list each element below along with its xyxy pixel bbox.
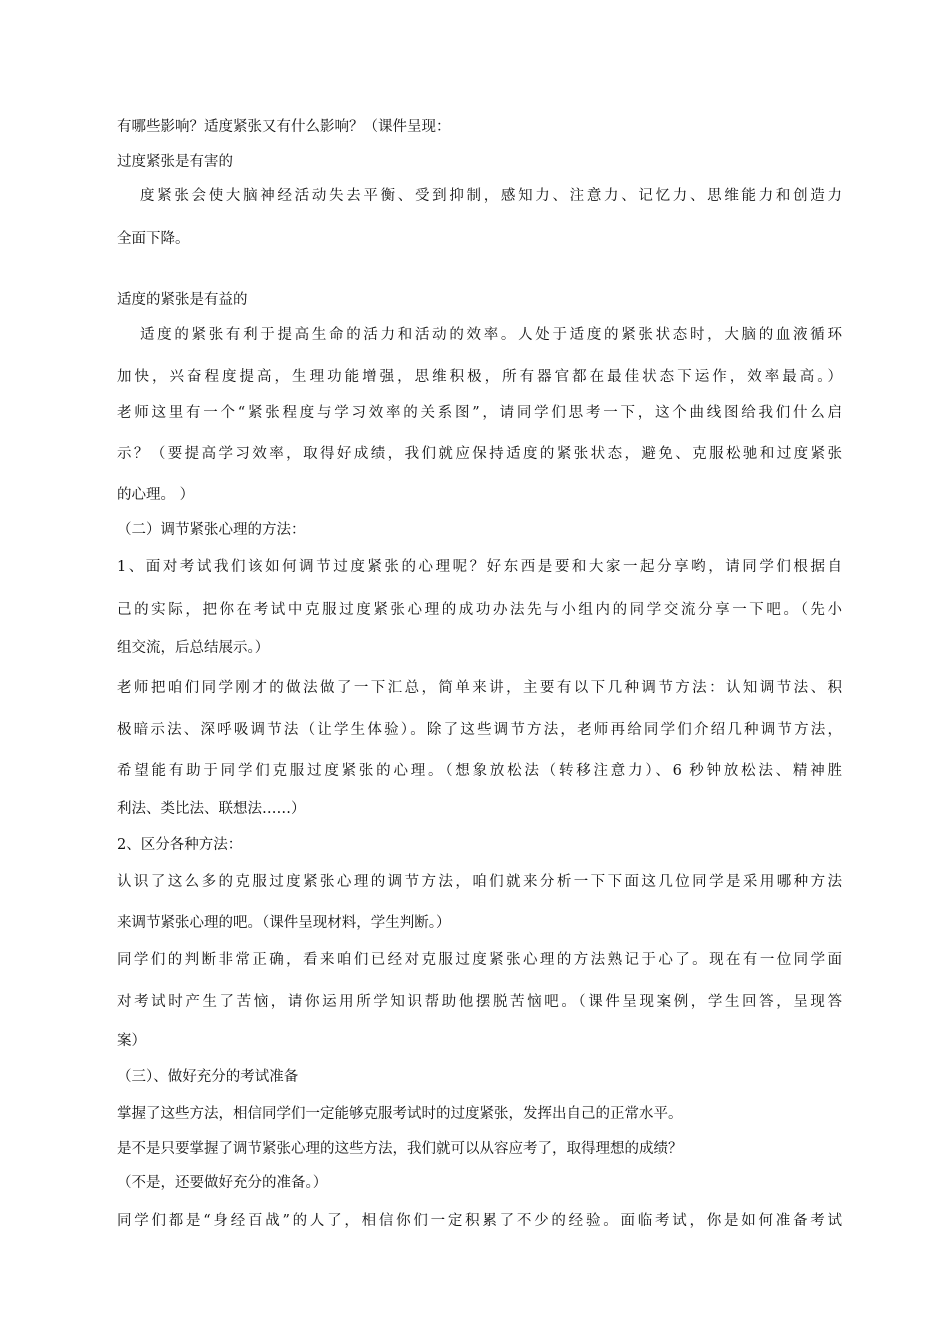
text-line: 老师这里有一个“紧张程度与学习效率的关系图”，请同学们思考一下，这个曲线图给我们什么启 (117, 405, 842, 421)
text-line: 利法、类比法、联想法……） (117, 801, 306, 817)
text-line: 适度的紧张有利于提高生命的活力和活动的效率。人处于适度的紧张状态时，大脑的血液循环 (140, 327, 842, 343)
text-line: 加快，兴奋程度提高，生理功能增强，思维积极，所有器官都在最佳状态下运作，效率最高。） (117, 369, 842, 385)
text-line: 组交流，后总结展示。） (117, 640, 270, 656)
text-line: 的心理。 ） (117, 487, 195, 503)
section-heading: 2、区分各种方法： (117, 837, 243, 853)
text-line: 案） (117, 1033, 146, 1049)
text-line: 掌握了这些方法，相信同学们一定能够克服考试时的过度紧张，发挥出自己的正常水平。 (117, 1106, 683, 1122)
section-heading: 过度紧张是有害的 (117, 154, 233, 170)
text-line: 有哪些影响？适度紧张又有什么影响？（课件呈现： (117, 119, 451, 135)
text-line: 老师把咱们同学刚才的做法做了一下汇总，简单来讲，主要有以下几种调节方法：认知调节法、积 (117, 680, 842, 696)
text-line: 来调节紧张心理的吧。（课件呈现材料，学生判断。） (117, 915, 451, 931)
text-line: 己的实际，把你在考试中克服过度紧张心理的成功办法先与小组内的同学交流分享一下吧。（先小 (117, 602, 842, 618)
text-line: 对考试时产生了苦恼，请你运用所学知识帮助他摆脱苦恼吧。（课件呈现案例，学生回答，呈现答 (117, 994, 842, 1010)
section-heading: （三）、做好充分的考试准备 (117, 1069, 299, 1085)
text-line: 1、面对考试我们该如何调节过度紧张的心理呢？好东西是要和大家一起分享哟，请同学们根据自 (117, 559, 842, 575)
text-line: 度紧张会使大脑神经活动失去平衡、受到抑制，感知力、注意力、记忆力、思维能力和创造力 (140, 188, 842, 204)
text-line: 同学们都是“身经百战”的人了，相信你们一定积累了不少的经验。面临考试，你是如何准备考试 (117, 1213, 842, 1229)
text-line: 全面下降。 (117, 231, 190, 247)
text-line: 同学们的判断非常正确，看来咱们已经对克服过度紧张心理的方法熟记于心了。现在有一位同学面 (117, 952, 842, 968)
text-line: （不是，还要做好充分的准备。） (117, 1175, 328, 1191)
text-line: 认识了这么多的克服过度紧张心理的调节方法，咱们就来分析一下下面这几位同学是采用哪种方法 (117, 874, 842, 890)
text-line: 希望能有助于同学们克服过度紧张的心理。（想象放松法（转移注意力）、6 秒钟放松法、精神胜 (117, 763, 842, 779)
section-heading: （二）调节紧张心理的方法： (117, 522, 306, 538)
text-line: 是不是只要掌握了调节紧张心理的这些方法，我们就可以从容应考了，取得理想的成绩？ (117, 1141, 683, 1157)
text-line: 示？（要提高学习效率，取得好成绩，我们就应保持适度的紧张状态，避免、克服松驰和过度紧张 (117, 446, 842, 462)
section-heading: 适度的紧张是有益的 (117, 292, 248, 308)
text-line: 极暗示法、深呼吸调节法（让学生体验）。除了这些调节方法，老师再给同学们介绍几种调节方法， (117, 722, 842, 738)
